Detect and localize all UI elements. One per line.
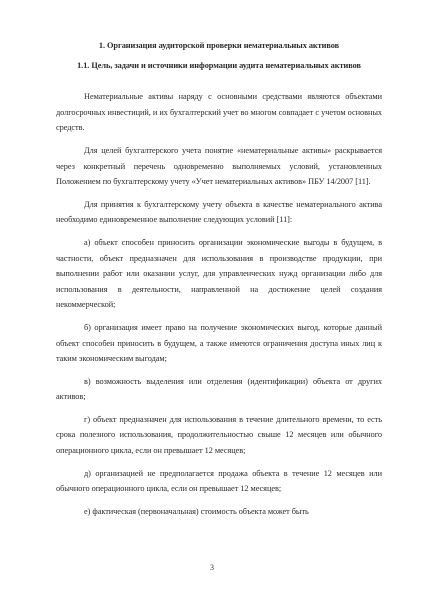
list-item-f: е) фактическая (первоначальная) стоимость объекта может быть — [84, 506, 309, 516]
paragraph-conditions: Для принятия к бухгалтерскому учету объекта в качестве нематериального актива необходимо единовременное выполнение следующих условий [11]: — [56, 199, 382, 225]
page-number: 3 — [210, 563, 214, 572]
list-item-d: г) объект предназначен для использования в течение длительного времени, то есть срока полезного использования, продолжительностью свыше 12 месяцев или обычного операционного цикла, если он превышает 12 месяцев; — [56, 414, 382, 456]
paragraph-intro: Нематериальные активы наряду с основными средствами являются объектами долгосрочных инвестиций, и их бухгалтерский учет во многом совпадает с учетом основных средств. — [56, 92, 382, 133]
list-item-e: д) организацией не предполагается продажа объекта в течение 12 месяцев или обычного операционного цикла, если он превышает 12 месяцев; — [56, 468, 382, 494]
chapter-heading: 1. Организация аудиторской проверки нематериальных активов — [98, 41, 340, 50]
page-content — [56, 38, 382, 526]
section-heading: 1.1. Цель, задачи и источники информации аудита нематериальных активов — [77, 60, 361, 70]
list-item-c: в) возможность выделения или отделения (идентификации) объекта от других активов; — [56, 376, 382, 402]
list-item-a: а) объект способен приносить организации экономические выгоды в будущем, в частности, объект предназначен для использования в производстве продукции, при выполнении работ или оказании услуг, для управленческих нужд организации либо для использования в деятельности, направленной на достижение целей создания некоммерческой; — [56, 237, 382, 310]
paragraph-definition: Для целей бухгалтерского учета понятие «нематериальные активы» раскрывается через конкретный перечень одновременно выполняемых условий, установленных Положением по бухгалтерскому учету «Учет нематериальных активов» ПБУ 14/2007 [11]. — [56, 145, 382, 187]
list-item-b: б) организация имеет право на получение экономических выгод, которые данный объект способен приносить в будущем, а также имеются ограничения доступа иных лиц к таким экономическим выгодам; — [56, 322, 382, 364]
